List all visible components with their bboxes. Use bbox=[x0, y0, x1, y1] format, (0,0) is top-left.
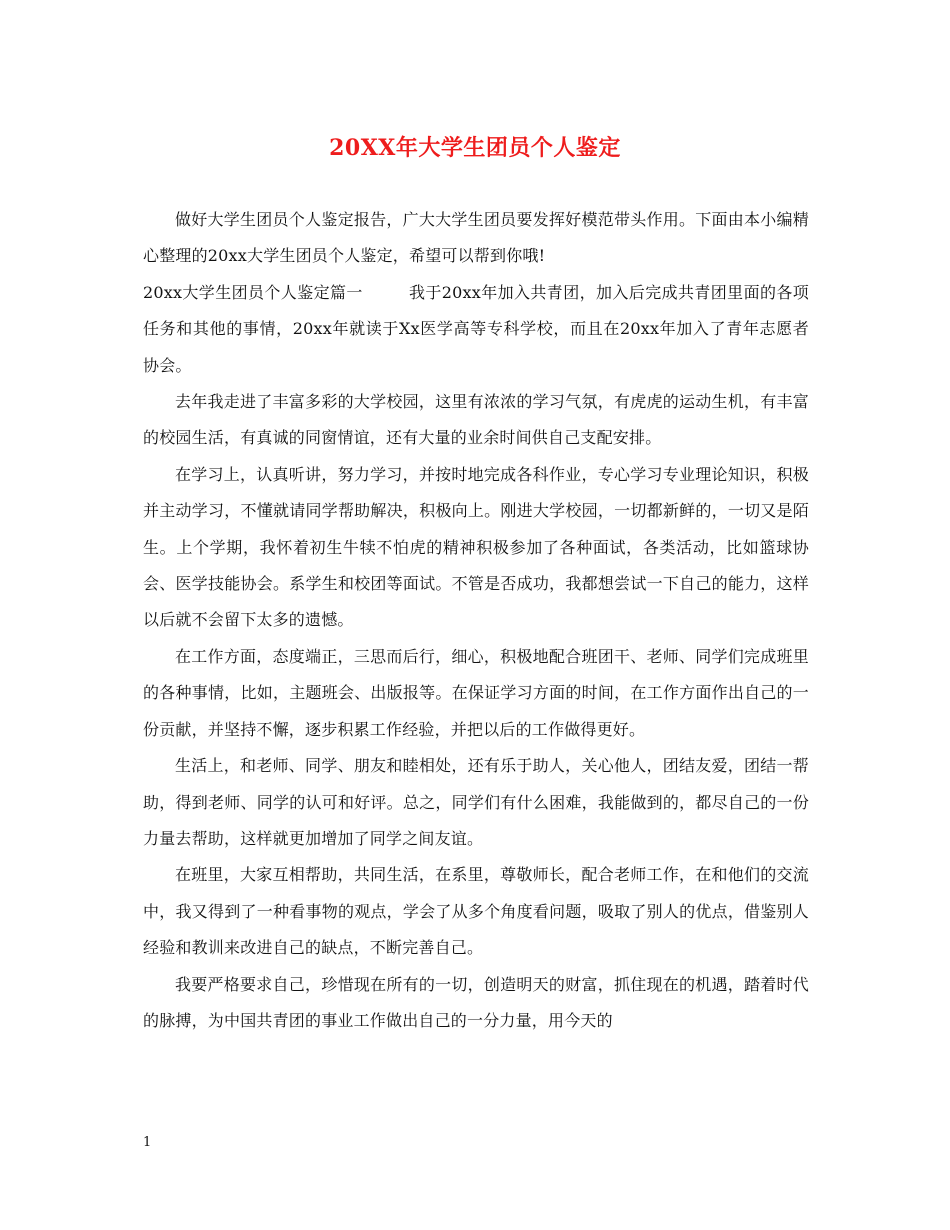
paragraph-5: 生活上，和老师、同学、朋友和睦相处，还有乐于助人，关心他人，团结友爱，团结一帮助，得到老师、同学的认可和好评。总之，同学们有什么困难，我能做到的，都尽自己的一份力量去帮助，这样就更加增加了同学之间友谊。 bbox=[143, 756, 809, 848]
paragraph-6: 在班里，大家互相帮助，共同生活，在系里，尊敬师长，配合老师工作，在和他们的交流中，我又得到了一种看事物的观点，学会了从多个角度看问题，吸取了别人的优点，借鉴别人经验和教训来改进自己的缺点，不断完善自己。 bbox=[143, 865, 809, 958]
paragraph-3: 在学习上，认真听讲，努力学习，并按时地完成各科作业，专心学习专业理论知识，积极并主动学习，不懂就请同学帮助解决，积极向上。刚进大学校园，一切都新鲜的，一切又是陌生。上个学期，我怀着初生牛犊不怕虎的精神积极参加了各种面试，各类活动，比如篮球协会、医学技能协会。系学生和校团等面试。不管是否成功，我都想尝试一下自己的能力，这样以后就不会留下太多的遗憾。 bbox=[143, 464, 809, 630]
paragraph-7: 我要严格要求自己，珍惜现在所有的一切，创造明天的财富，抓住现在的机遇，踏着时代的脉搏，为中国共青团的事业工作做出自己的一分力量，用今天的 bbox=[143, 974, 809, 1030]
document-title: 20XX年大学生团员个人鉴定 bbox=[329, 135, 621, 161]
intro-paragraph: 做好大学生团员个人鉴定报告，广大大学生团员要发挥好模范带头作用。下面由本小编精心整理的20xx大学生团员个人鉴定，希望可以帮到你哦! bbox=[143, 210, 809, 266]
page-number: 1 bbox=[143, 1135, 152, 1150]
paragraph-4: 在工作方面，态度端正，三思而后行，细心，积极地配合班团干、老师、同学们完成班里的各种事情，比如，主题班会、出版报等。在保证学习方面的时间，在工作方面作出自己的一份贡献，并坚持不懈，逐步积累工作经验，并把以后的工作做得更好。 bbox=[143, 646, 809, 739]
section-first-paragraph bbox=[143, 275, 809, 384]
paragraph-2: 去年我走进了丰富多彩的大学校园，这里有浓浓的学习气氛，有虎虎的运动生机，有丰富的校园生活，有真诚的同窗情谊，还有大量的业余时间供自己支配安排。 bbox=[143, 392, 809, 448]
section-heading: 20xx大学生团员个人鉴定篇一 bbox=[143, 282, 363, 302]
paragraph-1: 我于20xx年加入共青团，加入后完成共青团里面的各项任务和其他的事情，20xx年就读于Xx医学高等专科学校，而且在20xx年加入了青年志愿者协会。 bbox=[143, 282, 809, 375]
document-body bbox=[143, 202, 809, 1039]
